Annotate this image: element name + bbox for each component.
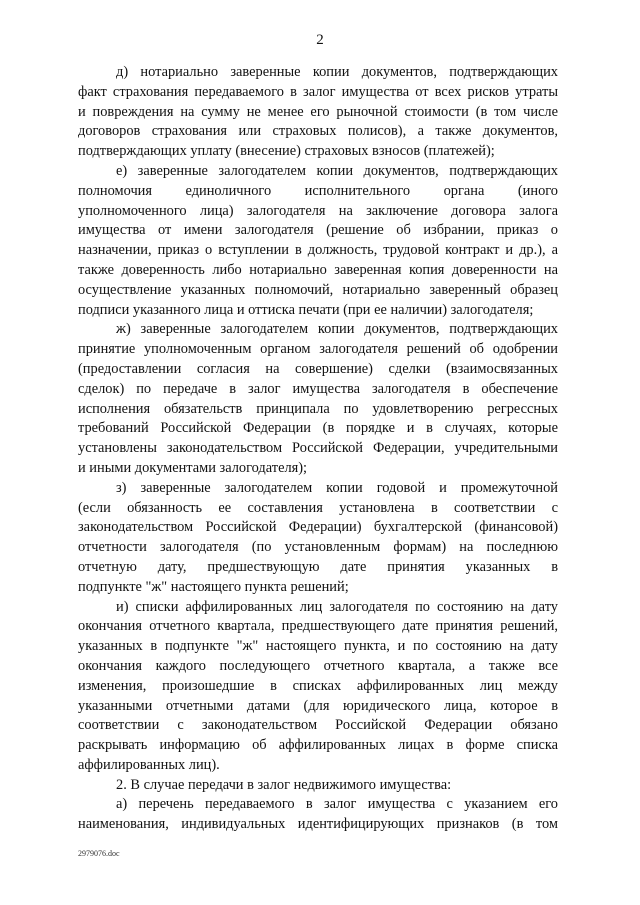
text-line: полномочия единоличного исполнительного органа (иного bbox=[78, 182, 558, 199]
document-paragraph bbox=[78, 320, 558, 478]
text-line: требований Российской Федерации (в порядке и в случаях, которые bbox=[78, 420, 558, 437]
text-line: отчетную дату, предшествующую дате принятия указанных в bbox=[78, 558, 558, 575]
text-line: исполнения обязательств принципала по удовлетворению регрессных bbox=[78, 400, 558, 417]
document-paragraph bbox=[78, 479, 558, 598]
text-line: и) списки аффилированных лиц залогодателя по состоянию на дату bbox=[116, 598, 558, 615]
text-line: уполномоченного лица) залогодателя на заключение договора залога bbox=[78, 202, 558, 219]
text-line: принятие уполномоченным органом залогодателя решений об одобрении bbox=[78, 341, 558, 358]
document-paragraph bbox=[78, 598, 558, 776]
text-line: ж) заверенные залогодателем копии документов, подтверждающих bbox=[116, 321, 558, 338]
text-line: факт страхования передаваемого в залог имущества от всех рисков утраты bbox=[78, 83, 558, 100]
text-line: договоров страхования или страховых полисов), а также документов, bbox=[78, 123, 558, 140]
document-paragraph bbox=[78, 63, 558, 162]
text-line: указанными отчетными датами (для юридического лица, которое в bbox=[78, 697, 558, 714]
text-line: назначении, приказ о вступлении в должность, трудовой контракт и др.), а bbox=[78, 242, 558, 259]
text-line: раскрывать информацию об аффилированных лицах в форме списка bbox=[78, 737, 558, 754]
text-line: е) заверенные залогодателем копии документов, подтверждающих bbox=[116, 162, 558, 179]
text-line: изменения, произошедшие в списках аффилированных лиц между bbox=[78, 677, 558, 694]
text-line: з) заверенные залогодателем копии годовой и промежуточной bbox=[116, 479, 558, 496]
text-line: наименования, индивидуальных идентифицирующих признаков (в том bbox=[78, 816, 558, 833]
text-line: и иными документами залогодателя); bbox=[78, 459, 308, 476]
text-line: подписи указанного лица и оттиска печати (при ее наличии) залогодателя; bbox=[78, 301, 534, 318]
text-line: отчетности залогодателя (по установленным формам) на последнюю bbox=[78, 539, 558, 556]
text-line: установлены законодательством Российской Федерации, учредительными bbox=[78, 440, 558, 457]
document-paragraph bbox=[78, 162, 558, 320]
text-line: и повреждения на сумму не менее его рыночной стоимости (в том числе bbox=[78, 103, 558, 120]
text-line: также доверенность либо нотариально заверенная копия доверенности на bbox=[78, 261, 558, 278]
text-line: соответствии с законодательством Российской Федерации обязано bbox=[78, 717, 558, 734]
text-line: осуществление указанных полномочий, нотариально заверенный образец bbox=[78, 281, 558, 298]
text-line: имущества от имени залогодателя (решение об избрании, приказ о bbox=[78, 222, 558, 239]
document-paragraph bbox=[78, 776, 558, 796]
footer-filename: 2979076.doc bbox=[78, 849, 120, 858]
document-body bbox=[78, 63, 558, 835]
text-line: д) нотариально заверенные копии документов, подтверждающих bbox=[116, 64, 558, 80]
document-paragraph bbox=[78, 795, 558, 835]
text-line: окончания отчетного квартала, предшествующего дате принятия решений, bbox=[78, 618, 558, 635]
text-line: (если обязанность ее составления установлена в соответствии с bbox=[78, 499, 558, 516]
page-number: 2 bbox=[316, 32, 324, 48]
text-line: 2. В случае передачи в залог недвижимого имущества: bbox=[116, 776, 452, 793]
text-line: а) перечень передаваемого в залог имущества с указанием его bbox=[116, 796, 558, 813]
text-line: законодательством Российской Федерации) бухгалтерской (финансовой) bbox=[78, 519, 558, 536]
text-line: сделок) по передаче в залог имущества залогодателя в обеспечение bbox=[78, 380, 558, 397]
text-line: подтверждающих уплату (внесение) страховых взносов (платежей); bbox=[78, 143, 495, 160]
text-line: указанных в подпункте "ж" настоящего пункта, и по состоянию на дату bbox=[78, 638, 558, 655]
text-line: окончания каждого последующего отчетного квартала, а также все bbox=[78, 657, 558, 674]
text-line: подпункте "ж" настоящего пункта решений; bbox=[78, 578, 349, 595]
text-line: (предоставлении согласия на совершение) сделки (взаимосвязанных bbox=[78, 360, 558, 377]
text-line: аффилированных лиц). bbox=[78, 756, 220, 773]
